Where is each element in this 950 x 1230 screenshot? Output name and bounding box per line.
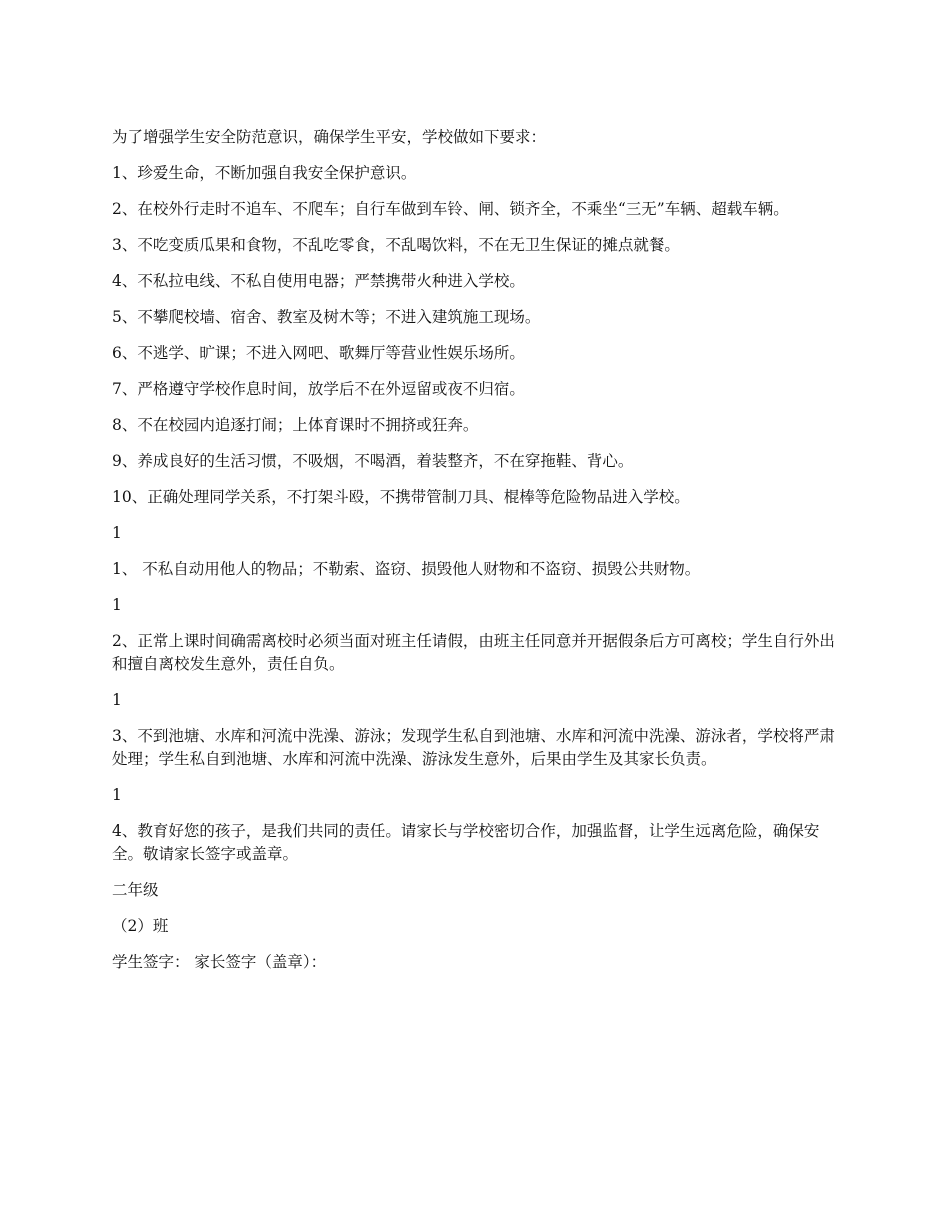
section-number: 1 bbox=[112, 691, 122, 709]
extra-rule-4: 4、教育好您的孩子，是我们共同的责任。请家长与学校密切合作，加强监督，让学生远离危险，确保安全。敬请家长签字或盖章。 bbox=[112, 822, 820, 863]
rule-9: 9、养成良好的生活习惯，不吸烟，不喝酒，着装整齐，不在穿拖鞋、背心。 bbox=[112, 452, 634, 470]
grade-label: 二年级 bbox=[112, 881, 159, 899]
rule-1: 1、珍爱生命，不断加强自我安全保护意识。 bbox=[112, 164, 417, 182]
rule-4: 4、不私拉电线、不私自使用电器；严禁携带火种进入学校。 bbox=[112, 272, 525, 290]
intro-paragraph: 为了增强学生安全防范意识，确保学生平安，学校做如下要求： bbox=[112, 128, 547, 146]
extra-rule-3: 3、不到池塘、水库和河流中洗澡、游泳；发现学生私自到池塘、水库和河流中洗澡、游泳者，学校将严肃处理；学生私自到池塘、水库和河流中洗澡、游泳发生意外，后果由学生及其家长负责。 bbox=[112, 727, 835, 768]
rule-3: 3、不吃变质瓜果和食物，不乱吃零食，不乱喝饮料，不在无卫生保证的摊点就餐。 bbox=[112, 236, 680, 254]
rule-8: 8、不在校园内追逐打闹；上体育课时不拥挤或狂奔。 bbox=[112, 416, 479, 434]
section-number: 1 bbox=[112, 524, 122, 542]
rule-6: 6、不逃学、旷课；不进入网吧、歌舞厅等营业性娱乐场所。 bbox=[112, 344, 525, 362]
section-number: 1 bbox=[112, 786, 122, 804]
extra-rule-1: 1、 不私自动用他人的物品；不勒索、盗窃、损毁他人财物和不盗窃、损毁公共财物。 bbox=[112, 560, 701, 578]
class-label: （2）班 bbox=[112, 917, 169, 935]
rule-10: 10、正确处理同学关系，不打架斗殴，不携带管制刀具、棍棒等危险物品进入学校。 bbox=[112, 488, 690, 506]
document-body bbox=[112, 126, 842, 987]
extra-rule-2: 2、正常上课时间确需离校时必须当面对班主任请假，由班主任同意并开据假条后方可离校；学生自行外出和擅自离校发生意外，责任自负。 bbox=[112, 632, 835, 673]
rule-2: 2、在校外行走时不追车、不爬车；自行车做到车铃、闸、锁齐全，不乘坐“三无”车辆、超载车辆。 bbox=[112, 200, 789, 218]
rule-5: 5、不攀爬校墙、宿舍、教室及树木等；不进入建筑施工现场。 bbox=[112, 308, 541, 326]
signature-line: 学生签字： 家长签字（盖章）： bbox=[112, 953, 327, 971]
rule-7: 7、严格遵守学校作息时间，放学后不在外逗留或夜不归宿。 bbox=[112, 380, 525, 398]
section-number: 1 bbox=[112, 596, 122, 614]
